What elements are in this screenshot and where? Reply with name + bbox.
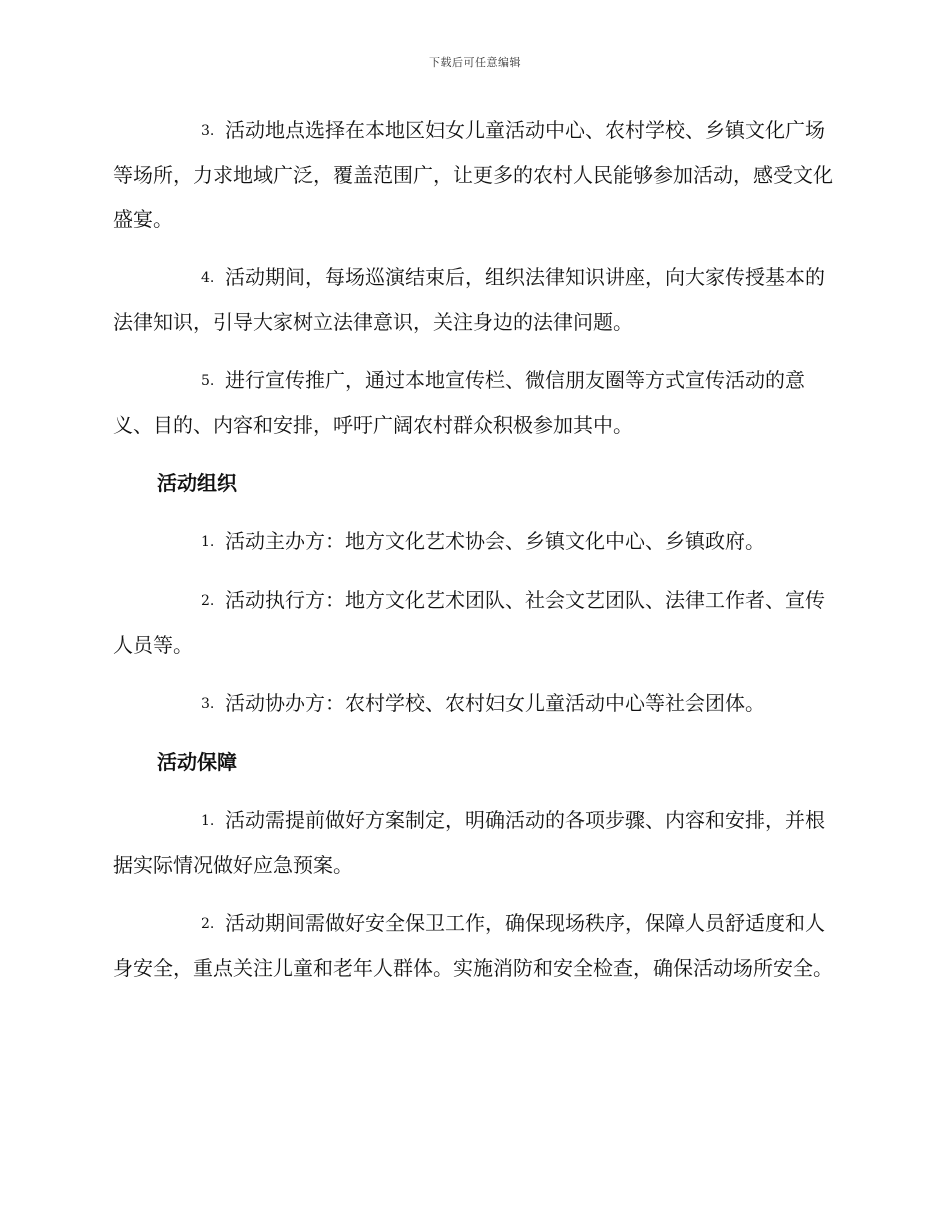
item-text: 活动需提前做好方案制定，明确活动的各项步骤、内容和安排，并根据实际情况做好应急预案。	[113, 808, 825, 877]
list-item	[113, 578, 835, 667]
item-text: 活动主办方：地方文化艺术协会、乡镇文化中心、乡镇政府。	[225, 529, 765, 553]
section-heading-organization: 活动组织	[157, 471, 237, 495]
item-number: 1.	[201, 813, 215, 829]
item-text: 活动期间需做好安全保卫工作，确保现场秩序，保障人员舒适度和人身安全，重点关注儿童和老年人群体。实施消防和安全检查，确保活动场所安全。	[113, 911, 833, 980]
list-item	[113, 255, 835, 344]
item-number: 3.	[201, 696, 215, 712]
item-text: 进行宣传推广，通过本地宣传栏、微信朋友圈等方式宣传活动的意义、目的、内容和安排，呼吁广阔农村群众积极参加其中。	[113, 368, 805, 437]
item-text: 活动地点选择在本地区妇女儿童活动中心、农村学校、乡镇文化广场等场所，力求地域广泛，覆盖范围广，让更多的农村人民能够参加活动，感受文化盛宴。	[113, 118, 833, 231]
list-item	[113, 798, 835, 887]
document-body	[113, 108, 835, 1004]
item-number: 4.	[201, 270, 215, 286]
list-item	[113, 681, 835, 726]
page-header: 下载后可任意编辑	[429, 56, 521, 69]
item-number: 3.	[201, 123, 215, 139]
item-text: 活动期间，每场巡演结束后，组织法律知识讲座，向大家传授基本的法律知识，引导大家树立法律意识，关注身边的法律问题。	[113, 265, 825, 334]
list-item	[113, 358, 835, 447]
item-number: 5.	[201, 373, 215, 389]
item-number: 2.	[201, 916, 215, 932]
section-heading-guarantee: 活动保障	[157, 750, 237, 774]
item-number: 1.	[201, 534, 215, 550]
item-text: 活动执行方：地方文化艺术团队、社会文艺团队、法律工作者、宣传人员等。	[113, 588, 825, 657]
list-item	[113, 901, 835, 990]
item-number: 2.	[201, 593, 215, 609]
list-item	[113, 108, 835, 241]
item-text: 活动协办方：农村学校、农村妇女儿童活动中心等社会团体。	[225, 691, 765, 715]
list-item	[113, 519, 835, 564]
